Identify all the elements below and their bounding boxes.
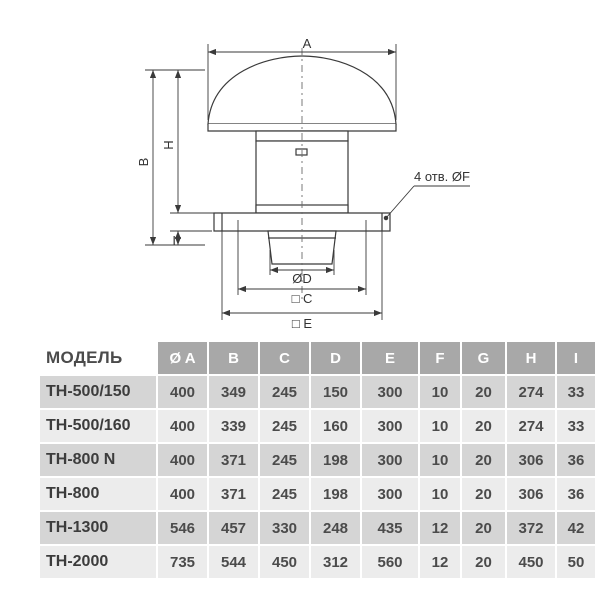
cell-c: 450 [259, 545, 310, 579]
cell-e: 560 [361, 545, 419, 579]
table-row [39, 511, 596, 545]
specification-table [38, 340, 597, 580]
cell-b: 371 [208, 477, 259, 511]
cell-b: 339 [208, 409, 259, 443]
cell-h: 306 [506, 443, 556, 477]
cell-i: 33 [556, 375, 596, 409]
cell-i: 36 [556, 443, 596, 477]
cell-a: 735 [157, 545, 208, 579]
column-header-model: МОДЕЛЬ [39, 341, 157, 375]
cell-model: TH-2000 [39, 545, 157, 579]
dimension-label-a: A [302, 36, 312, 51]
table-row [39, 409, 596, 443]
column-header-c: C [259, 341, 310, 375]
cell-g: 20 [461, 375, 506, 409]
cell-a: 400 [157, 477, 208, 511]
cell-e: 300 [361, 477, 419, 511]
table-row [39, 545, 596, 579]
cell-a: 400 [157, 375, 208, 409]
cell-c: 245 [259, 375, 310, 409]
column-header-a: Ø A [157, 341, 208, 375]
cell-h: 372 [506, 511, 556, 545]
dimension-label-d: ØD [292, 271, 312, 286]
dimension-label-i: I [172, 233, 176, 248]
cell-b: 371 [208, 443, 259, 477]
cell-b: 349 [208, 375, 259, 409]
cell-c: 245 [259, 409, 310, 443]
dimension-label-h: H [161, 140, 176, 150]
cell-g: 20 [461, 511, 506, 545]
cell-e: 300 [361, 375, 419, 409]
column-header-e: E [361, 341, 419, 375]
cell-h: 450 [506, 545, 556, 579]
cell-a: 400 [157, 409, 208, 443]
column-header-f: F [419, 341, 461, 375]
cell-i: 50 [556, 545, 596, 579]
cell-d: 248 [310, 511, 361, 545]
cell-model: TH-500/160 [39, 409, 157, 443]
cell-a: 546 [157, 511, 208, 545]
dimension-b [145, 70, 205, 245]
cell-d: 150 [310, 375, 361, 409]
cell-model: TH-1300 [39, 511, 157, 545]
column-header-d: D [310, 341, 361, 375]
cell-f: 12 [419, 511, 461, 545]
cell-i: 42 [556, 511, 596, 545]
column-header-b: B [208, 341, 259, 375]
cell-g: 20 [461, 477, 506, 511]
holes-leader-line [384, 186, 470, 220]
cell-f: 10 [419, 409, 461, 443]
column-header-i: I [556, 341, 596, 375]
cell-c: 245 [259, 443, 310, 477]
cell-f: 10 [419, 477, 461, 511]
cell-e: 435 [361, 511, 419, 545]
column-header-h: H [506, 341, 556, 375]
cell-e: 300 [361, 409, 419, 443]
holes-callout-label: 4 отв. ØF [414, 169, 470, 184]
cell-f: 10 [419, 375, 461, 409]
cell-g: 20 [461, 545, 506, 579]
cell-a: 400 [157, 443, 208, 477]
cell-h: 274 [506, 375, 556, 409]
cell-f: 12 [419, 545, 461, 579]
column-header-g: G [461, 341, 506, 375]
cell-d: 198 [310, 477, 361, 511]
cell-model: TH-800 N [39, 443, 157, 477]
cell-b: 544 [208, 545, 259, 579]
cell-d: 160 [310, 409, 361, 443]
cell-model: TH-800 [39, 477, 157, 511]
table-row [39, 375, 596, 409]
cell-b: 457 [208, 511, 259, 545]
cell-e: 300 [361, 443, 419, 477]
cell-model: TH-500/150 [39, 375, 157, 409]
cell-g: 20 [461, 443, 506, 477]
cell-c: 245 [259, 477, 310, 511]
cell-g: 20 [461, 409, 506, 443]
table-header-row [39, 341, 596, 375]
cell-f: 10 [419, 443, 461, 477]
cell-c: 330 [259, 511, 310, 545]
dimension-label-b: B [136, 157, 151, 167]
dimension-i [170, 231, 212, 245]
cell-d: 312 [310, 545, 361, 579]
table-row [39, 477, 596, 511]
dimension-label-e: □ E [291, 316, 313, 331]
cell-d: 198 [310, 443, 361, 477]
table-row [39, 443, 596, 477]
dimension-label-c: □ C [291, 291, 313, 306]
cell-i: 33 [556, 409, 596, 443]
cell-h: 274 [506, 409, 556, 443]
cell-i: 36 [556, 477, 596, 511]
cell-h: 306 [506, 477, 556, 511]
